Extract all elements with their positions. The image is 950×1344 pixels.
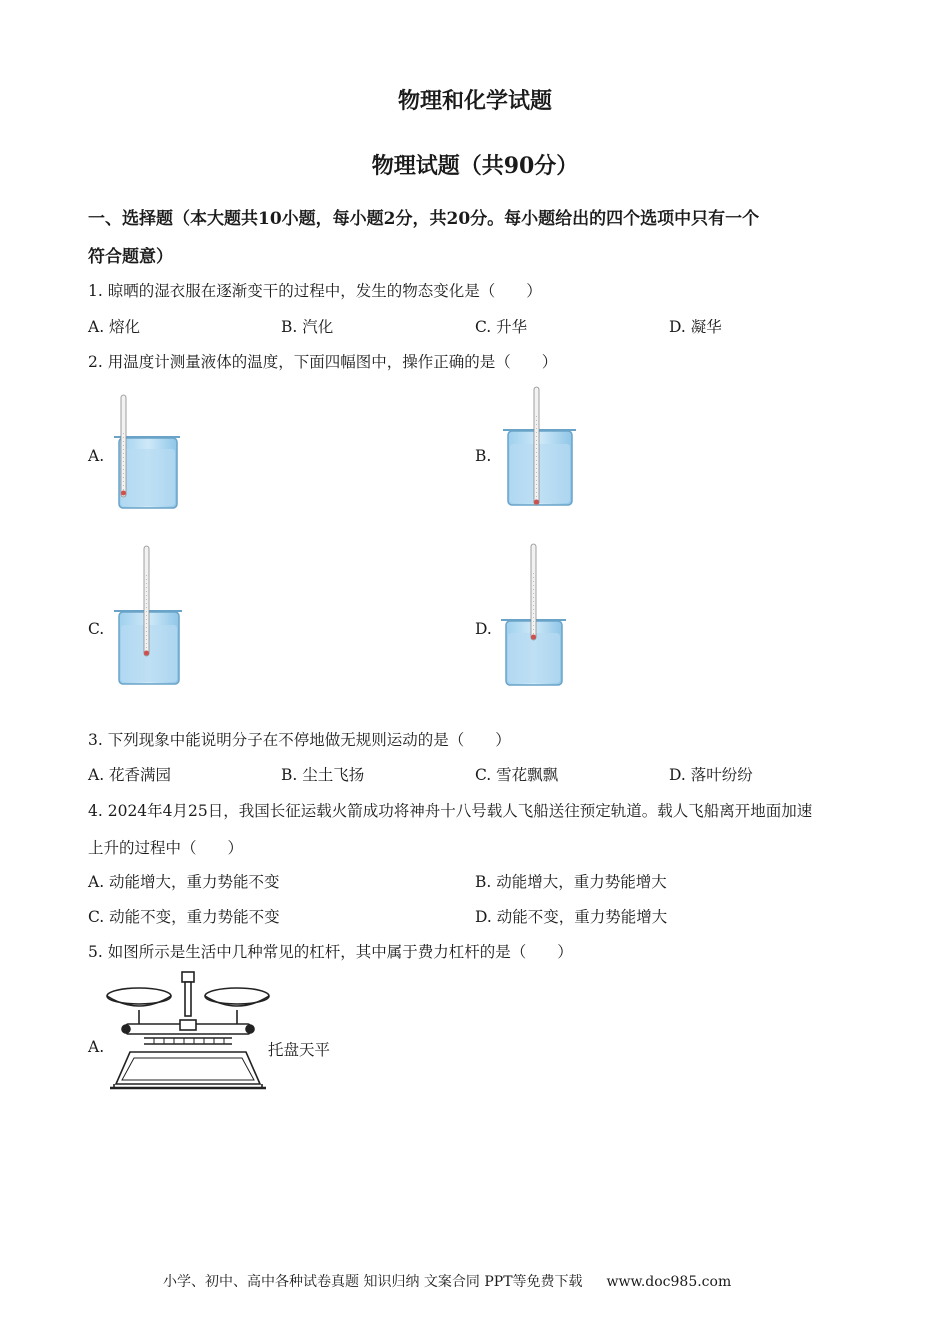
document-title: 物理和化学试题 — [397, 88, 552, 114]
section-heading-line1: 一、选择题（本大题共10小题，每小题2分，共20分。每小题给出的四个选项中只有一个 — [88, 209, 760, 229]
tray-balance-figure — [104, 968, 274, 1094]
question-4-option-d: D. 动能不变，重力势能增大 — [475, 908, 668, 926]
question-3-option-d: D. 落叶纷纷 — [669, 766, 753, 784]
question-1-option-d: D. 凝华 — [669, 318, 722, 336]
question-1-option-b: B. 汽化 — [281, 318, 334, 336]
question-2-option-a: A. — [88, 447, 105, 465]
question-4-stem-line2: 上升的过程中（ ） — [88, 839, 244, 857]
question-4-option-b: B. 动能增大，重力势能增大 — [475, 873, 667, 891]
question-4-option-a: A. 动能增大，重力势能不变 — [88, 873, 280, 891]
question-3-option-c: C. 雪花飘飘 — [475, 766, 559, 784]
question-5-option-a: A. — [88, 1038, 105, 1056]
question-1-option-a: A. 熔化 — [88, 318, 141, 336]
beaker-thermometer-figure-a — [108, 393, 184, 513]
section-heading-line2: 符合题意） — [88, 247, 173, 267]
beaker-thermometer-figure-c — [108, 545, 186, 687]
question-3-stem: 3. 下列现象中能说明分子在不停地做无规则运动的是（ ） — [88, 731, 511, 749]
question-1-stem: 1. 晾晒的湿衣服在逐渐变干的过程中，发生的物态变化是（ ） — [88, 282, 542, 300]
question-4-stem-line1: 4. 2024年4月25日，我国长征运载火箭成功将神舟十八号载人飞船送往预定轨道。载人飞船离开地面加速 — [88, 802, 813, 820]
question-3-option-b: B. 尘土飞扬 — [281, 766, 365, 784]
question-2-option-c: C. — [88, 620, 105, 638]
question-2-option-b: B. — [475, 447, 492, 465]
question-2-option-d: D. — [475, 620, 492, 638]
footer-link[interactable]: www.doc985.com — [606, 1274, 732, 1290]
beaker-thermometer-figure-b — [497, 386, 579, 510]
beaker-thermometer-figure-d — [497, 543, 567, 689]
figure-caption-tray-balance: 托盘天平 — [268, 1041, 331, 1059]
question-1-option-c: C. 升华 — [475, 318, 528, 336]
question-3-option-a: A. 花香满园 — [88, 766, 172, 784]
footer-text — [163, 1271, 731, 1291]
question-5-stem: 5. 如图所示是生活中几种常见的杠杆，其中属于费力杠杆的是（ ） — [88, 943, 573, 961]
section-title-physics: 物理试题（共90分） — [371, 153, 579, 179]
footer-promo: 小学、初中、高中各种试卷真题 知识归纳 文案合同 PPT等免费下载 — [163, 1274, 583, 1290]
question-2-stem: 2. 用温度计测量液体的温度，下面四幅图中，操作正确的是（ ） — [88, 353, 558, 371]
question-4-option-c: C. 动能不变，重力势能不变 — [88, 908, 280, 926]
